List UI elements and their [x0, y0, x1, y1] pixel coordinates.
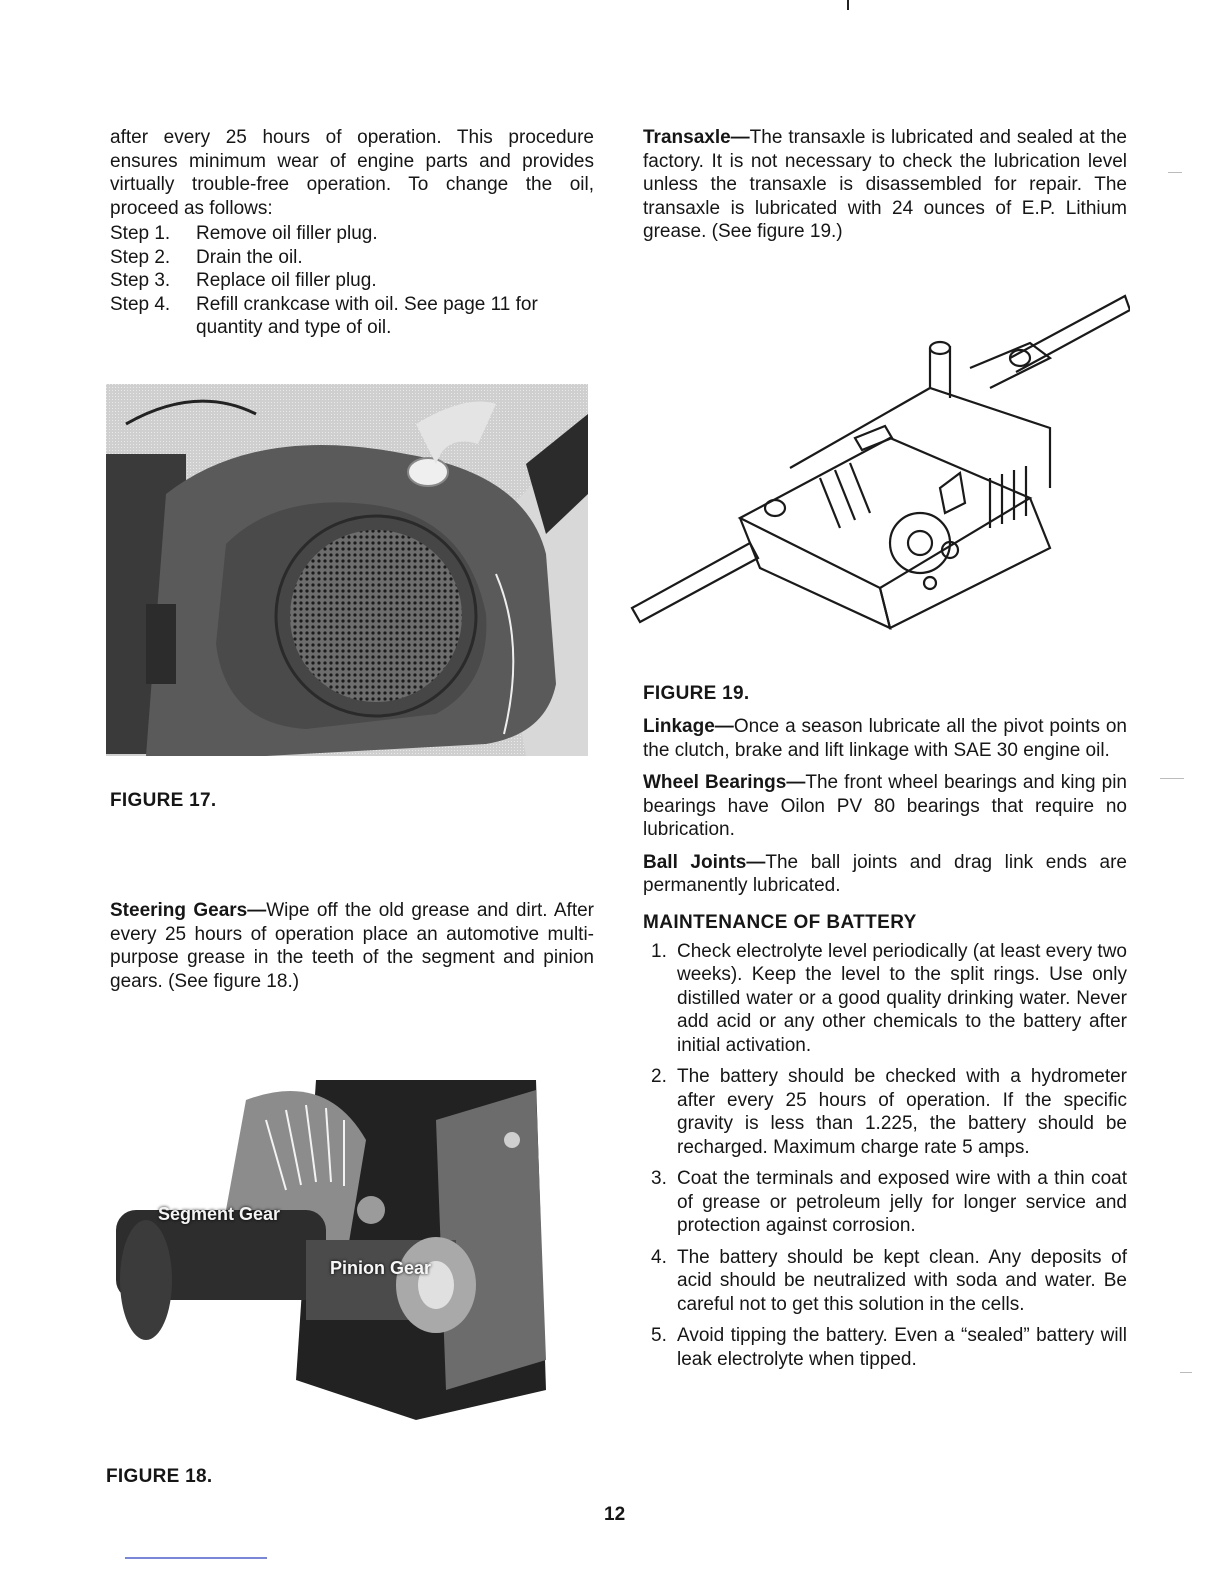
- step-item: Step 4. Refill crankcase with oil. See page 11 for quantity and type of oil.: [110, 293, 538, 338]
- scan-speck: [1160, 778, 1184, 779]
- battery-list-item: 1. Check electrolyte level periodically (at least every two weeks). Keep the level to the split rings. Use only distilled water or a good quality drinking water. Never add acid or any other chemicals to the battery after initial activation.: [651, 940, 1127, 1056]
- figure-19-caption: FIGURE 19.: [643, 683, 750, 704]
- steering-gear-illustration: [116, 1060, 556, 1422]
- figure-17-caption: FIGURE 17.: [110, 790, 217, 811]
- left-column: [110, 126, 594, 340]
- bottom-rule: [125, 1557, 267, 1559]
- wheel-bearings-text: The front wheel bearings and king pin bearings have Oilon PV 80 bearings that require no lubrication.: [643, 772, 1127, 840]
- transaxle-title: Transaxle—: [643, 127, 750, 148]
- transaxle-text: The transaxle is lubricated and sealed at the factory. It is not necessary to check the lubrication level unless the transaxle is disassembled for repair. The transaxle is lubricated with 24 ounces of E.P. Lithium grease. (See figure 19.): [643, 127, 1127, 242]
- oil-change-steps: [110, 222, 594, 340]
- battery-list-item: 3. Coat the terminals and exposed wire with a thin coat of grease or petroleum jelly for longer service and protection against corrosion.: [651, 1168, 1127, 1236]
- figure-17-engine-photo: [106, 384, 588, 756]
- ball-joints-text: The ball joints and drag link ends are permanently lubricated.: [643, 851, 1127, 896]
- battery-section-heading: MAINTENANCE OF BATTERY: [643, 911, 917, 933]
- engine-shroud-illustration: [106, 384, 588, 756]
- transaxle-line-drawing: [630, 288, 1130, 638]
- battery-maintenance-list: [643, 940, 1127, 1372]
- right-column: [643, 126, 1127, 244]
- figure-18-steering-gear-photo: [116, 1060, 556, 1422]
- pinion-gear-label: Pinion Gear: [330, 1258, 432, 1278]
- wheel-bearings-title: Wheel Bearings—: [643, 772, 806, 793]
- page-number: 12: [604, 1504, 626, 1525]
- battery-list-item: 5. Avoid tipping the battery. Even a “sealed” battery will leak electrolyte when tipped.: [651, 1325, 1127, 1370]
- battery-list-item: 4. The battery should be kept clean. Any deposits of acid should be neutralized with soda and water. Be careful not to get this solution in the cells.: [651, 1246, 1127, 1315]
- steering-gears-title: Steering Gears—: [110, 900, 267, 921]
- ball-joints-paragraph: [643, 851, 1127, 898]
- right-column-lower: [643, 683, 1127, 1379]
- top-edge-mark: [847, 0, 849, 10]
- step-item: Step 3. Replace oil filler plug.: [110, 270, 377, 291]
- ball-joints-title: Ball Joints—: [643, 851, 766, 873]
- scan-speck: [1168, 172, 1182, 173]
- linkage-text: Once a season lubricate all the pivot points on the clutch, brake and lift linkage with SAE 30 engine oil.: [643, 716, 1127, 761]
- segment-gear-label: Segment Gear: [158, 1204, 281, 1224]
- step-item: Step 1. Remove oil filler plug.: [110, 223, 378, 244]
- oil-change-intro: after every 25 hours of operation. This procedure ensures minimum wear of engine parts and provides virtually trouble-free operation. To change the oil, proceed as follows:: [110, 127, 594, 219]
- linkage-title: Linkage—: [643, 716, 734, 737]
- steering-gears-paragraph: [110, 899, 594, 993]
- scan-speck: [1180, 1372, 1192, 1373]
- figure-18-caption: FIGURE 18.: [106, 1466, 213, 1487]
- battery-list-item: 2. The battery should be checked with a hydrometer after every 25 hours of operation. If the specific gravity is less than 1.225, the battery should be recharged. Maximum charge rate 5 amps.: [651, 1066, 1127, 1158]
- transaxle-paragraph: [643, 126, 1127, 244]
- step-item: Step 2. Drain the oil.: [110, 246, 303, 268]
- figure-19-transaxle-drawing: [630, 288, 1130, 638]
- linkage-paragraph: [643, 715, 1127, 762]
- steering-gears-text: Wipe off the old grease and dirt. After every 25 hours of operation place an automotive multi-purpose grease in the teeth of the segment and pinion gears. (See figure 18.): [110, 900, 594, 992]
- wheel-bearings-paragraph: [643, 771, 1127, 842]
